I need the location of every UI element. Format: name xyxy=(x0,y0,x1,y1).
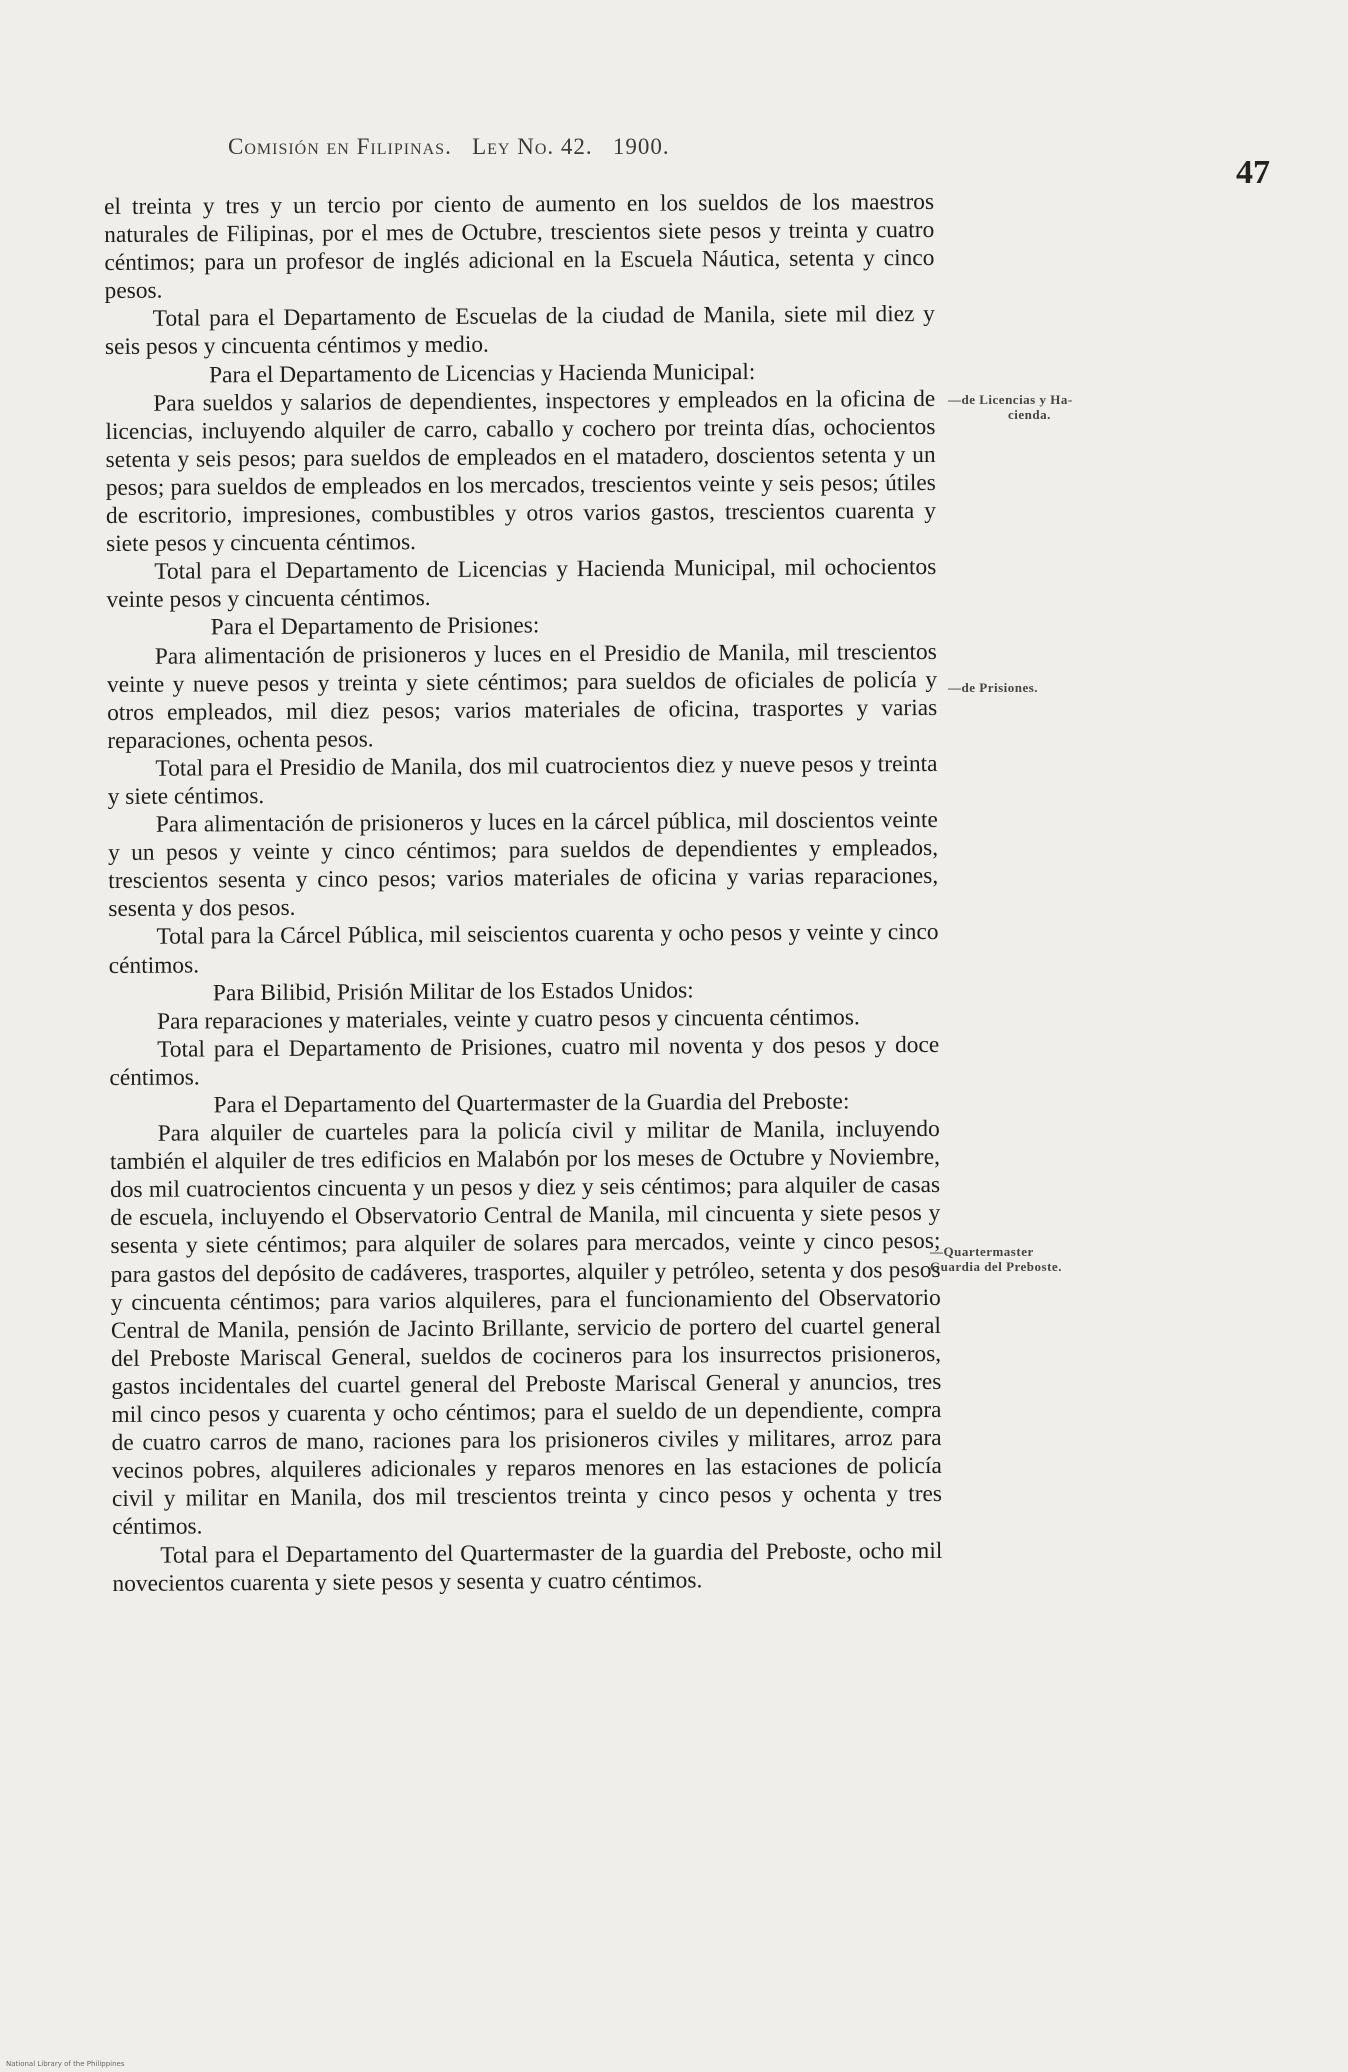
paragraph: Total para la Cárcel Pública, mil seiscientos cuarenta y ocho pesos y veinte y cinco céntimos. xyxy=(108,919,939,979)
paragraph: Total para el Departamento del Quartermaster de la guardia del Preboste, ocho mil novecientos cuarenta y siete pesos y sesenta y cuatro céntimos. xyxy=(112,1537,943,1597)
paragraph: Para reparaciones y materiales, veinte y cuatro pesos y cincuenta céntimos. xyxy=(156,1004,860,1035)
section-heading: Para el Departamento de Prisiones: xyxy=(210,612,540,641)
paragraph: Para sueldos y salarios de dependientes, inspectores y empleados en la oficina de licencias, incluyendo alquiler de carro, caballo y cochero por treinta días, ochocientos setenta y seis pesos; para sueldos de empleados en el matadero, doscientos setenta y un pesos; para sueldos de empleados en los mercados, trescientos veinte y seis pesos; útiles de escritorio, impresiones, combustibles y otros varios gastos, trescientos cuarenta y siete pesos y cincuenta céntimos. xyxy=(105,385,937,558)
section-heading: Para Bilibid, Prisión Militar de los Estados Unidos: xyxy=(212,977,694,1006)
paragraph: el treinta y tres y un tercio por ciento de aumento en los sueldos de los maestros naturales de Filipinas, por el mes de Octubre, trescientos siete pesos y treinta y cuatro céntimos; para un profesor de inglés adicional en la Escuela Náutica, setenta y cinco pesos. xyxy=(104,188,935,305)
paragraph: Para alimentación de prisioneros y luces en el Presidio de Manila, mil trescientos veinte y nueve pesos y treinta y siete céntimos; para sueldos de oficiales de policía y otros empleados, mil diez pesos; varios materiales de oficina, trasportes y varias reparaciones, ochenta pesos. xyxy=(106,638,938,754)
margin-note-licencias: —de Licencias y Ha- cienda. xyxy=(948,392,1073,422)
margin-note-quartermaster: —Quartermaster Guardia del Preboste. xyxy=(930,1244,1062,1274)
paragraph: Para alquiler de cuarteles para la policía civil y militar de Manila, incluyendo también el alquiler de tres edificios en Malabón por los meses de Octubre y Noviembre, dos mil cuatrocientos cincuenta y un pesos y diez y seis céntimos; para alquiler de casas de escuela, incluyendo el Observatorio Central de Manila, mil cincuenta y siete pesos y sesenta y siete céntimos; para alquiler de solares para mercados, veinte y cinco pesos; para gastos del depósito de cadáveres, trasportes, alquiler y petróleo, setenta y dos pesos y cincuenta céntimos; para varios alquileres, para el funcionamiento del Observatorio Central de Manila, pensión de Jacinto Brillante, servicio de portero del cuartel general del Preboste Mariscal General, sueldos de cocineros para los insurrectos prisioneros, gastos incidentales del cuartel general del Preboste Mariscal General y anuncios, tres mil cinco pesos y cuarenta y ocho céntimos; para el sueldo de un dependiente, compra de cuatro carros de mano, raciones para los prisioneros civiles y militares, arroz para vecinos pobres, alquileres adicionales y reparos menores en las estaciones de policía civil y militar en Manila, dos mil trescientos treinta y cinco pesos y ochenta y tres céntimos. xyxy=(109,1116,943,1541)
paragraph: Total para el Departamento de Licencias y Hacienda Municipal, mil ochocientos veinte pesos y cincuenta céntimos. xyxy=(106,554,937,614)
paragraph: Total para el Departamento de Escuelas de la ciudad de Manila, siete mil diez y seis pesos y cincuenta céntimos y medio. xyxy=(104,301,935,361)
page-number: 47 xyxy=(1236,154,1270,191)
paragraph: Para alimentación de prisioneros y luces en la cárcel pública, mil doscientos veinte y un pesos y veinte y cinco céntimos; para sueldos de dependientes y empleados, trescientos sesenta y cinco pesos; varios materiales de oficina y varias reparaciones, sesenta y dos pesos. xyxy=(107,806,939,923)
header-year: 1900. xyxy=(612,134,670,159)
paragraph: Total para el Presidio de Manila, dos mil cuatrocientos diez y nueve pesos y treinta y siete céntimos. xyxy=(107,750,938,810)
section-heading: Para el Departamento del Quartermaster de la Guardia del Preboste: xyxy=(213,1088,850,1119)
body-text xyxy=(104,188,943,1598)
footer-credit: National Library of the Philippines xyxy=(6,2060,125,2068)
paragraph: Total para el Departamento de Prisiones, cuatro mil noventa y dos pesos y doce céntimos. xyxy=(109,1031,940,1091)
header-commission: Comisión en Filipinas. xyxy=(228,134,452,159)
margin-note-prisiones: —de Prisiones. xyxy=(948,680,1039,695)
header-law: Ley No. 42. xyxy=(472,134,593,159)
section-heading: Para el Departamento de Licencias y Hacienda Municipal: xyxy=(209,358,756,388)
running-header xyxy=(228,134,988,160)
